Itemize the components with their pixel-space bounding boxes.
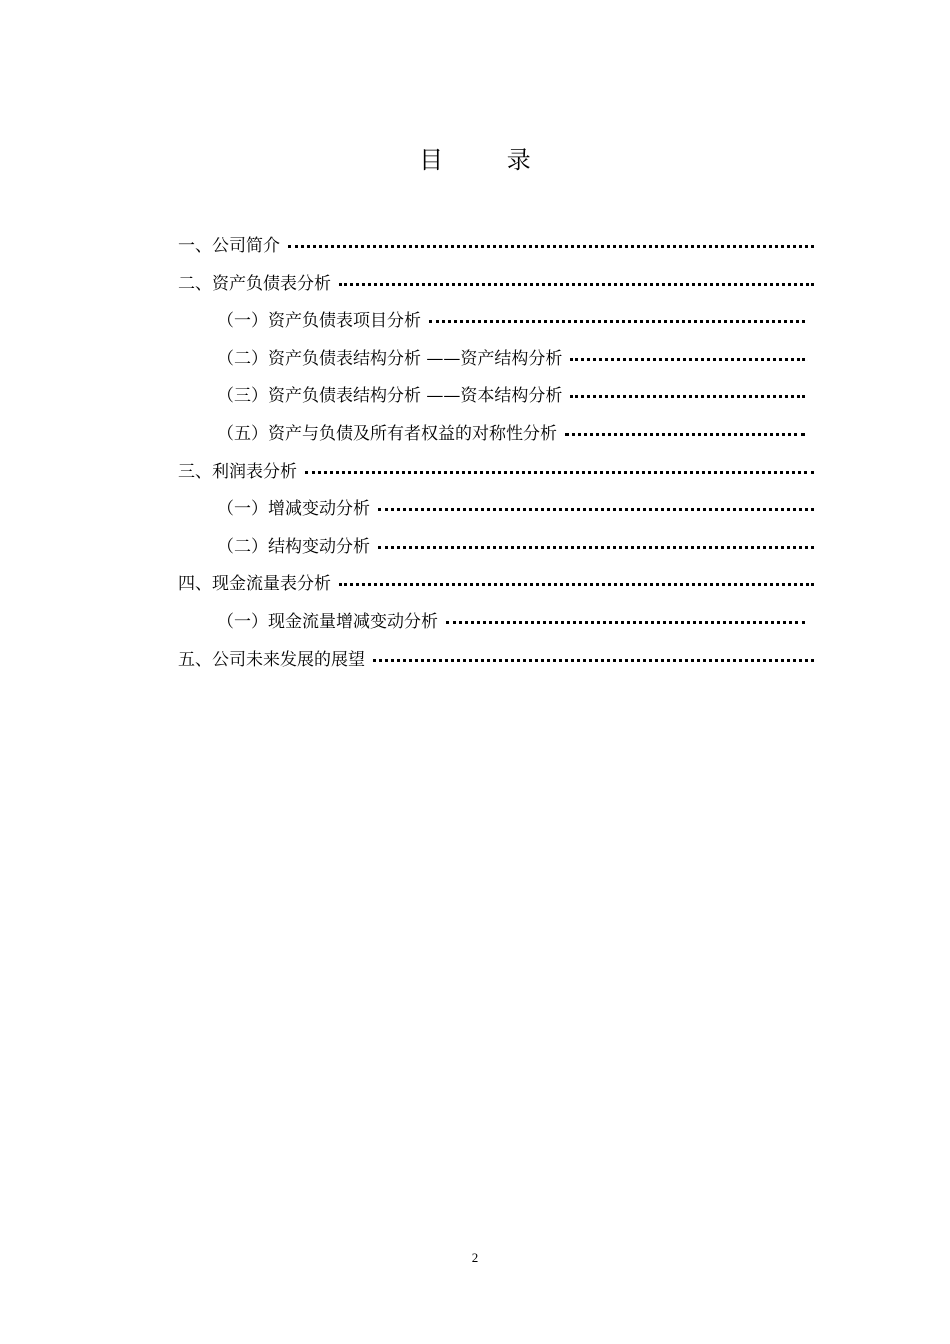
toc-leader-dots [305, 471, 814, 474]
toc-entry-text: 五、公司未来发展的展望 [178, 649, 365, 670]
toc-entry-asset-structure[interactable] [178, 341, 805, 379]
toc-entry-cash-flow-change[interactable] [178, 604, 805, 642]
toc-entry-symmetry-analysis[interactable] [178, 416, 805, 454]
toc-entry-text: （五）资产与负债及所有者权益的对称性分析 [217, 423, 557, 444]
toc-entry-capital-structure[interactable] [178, 378, 805, 416]
page-number: 2 [471, 1250, 479, 1265]
toc-entry-text: 二、资产负债表分析 [178, 273, 331, 294]
toc-entry-future-outlook[interactable] [178, 642, 814, 680]
toc-leader-dots [570, 358, 805, 361]
toc-leader-dots [570, 395, 805, 398]
toc-entry-cash-flow[interactable] [178, 566, 814, 604]
toc-entry-text: 三、利润表分析 [178, 461, 297, 482]
toc-leader-dots [288, 245, 814, 248]
toc-leader-dots [373, 659, 814, 662]
toc-entry-balance-sheet[interactable] [178, 266, 814, 304]
toc-entry-company-intro[interactable] [178, 228, 814, 266]
toc-entry-text: （二）资产负债表结构分析 ——资产结构分析 [217, 348, 563, 369]
toc-entry-income-statement[interactable] [178, 454, 814, 492]
toc-entry-change-analysis[interactable] [178, 491, 814, 529]
toc-leader-dots [429, 320, 805, 323]
toc-entry-balance-sheet-items[interactable] [178, 303, 805, 341]
toc-entry-text: （三）资产负债表结构分析 ——资本结构分析 [217, 386, 563, 407]
toc-entry-structure-change[interactable] [178, 529, 814, 567]
toc-entry-text: 四、现金流量表分析 [178, 574, 331, 595]
toc-entry-text: （一）现金流量增减变动分析 [217, 611, 438, 632]
toc-leader-dots [565, 433, 805, 436]
table-of-contents [178, 228, 814, 679]
toc-entry-text: 一、公司简介 [178, 236, 280, 256]
toc-entry-text: （一）资产负债表项目分析 [217, 311, 421, 332]
toc-entry-text: （一）增减变动分析 [217, 499, 370, 520]
toc-entry-text: （二）结构变动分析 [217, 536, 370, 557]
toc-title: 目 录 [419, 146, 559, 174]
toc-leader-dots [378, 508, 814, 511]
toc-leader-dots [339, 583, 814, 586]
toc-leader-dots [446, 621, 805, 624]
toc-leader-dots [339, 283, 814, 286]
toc-leader-dots [378, 546, 814, 549]
